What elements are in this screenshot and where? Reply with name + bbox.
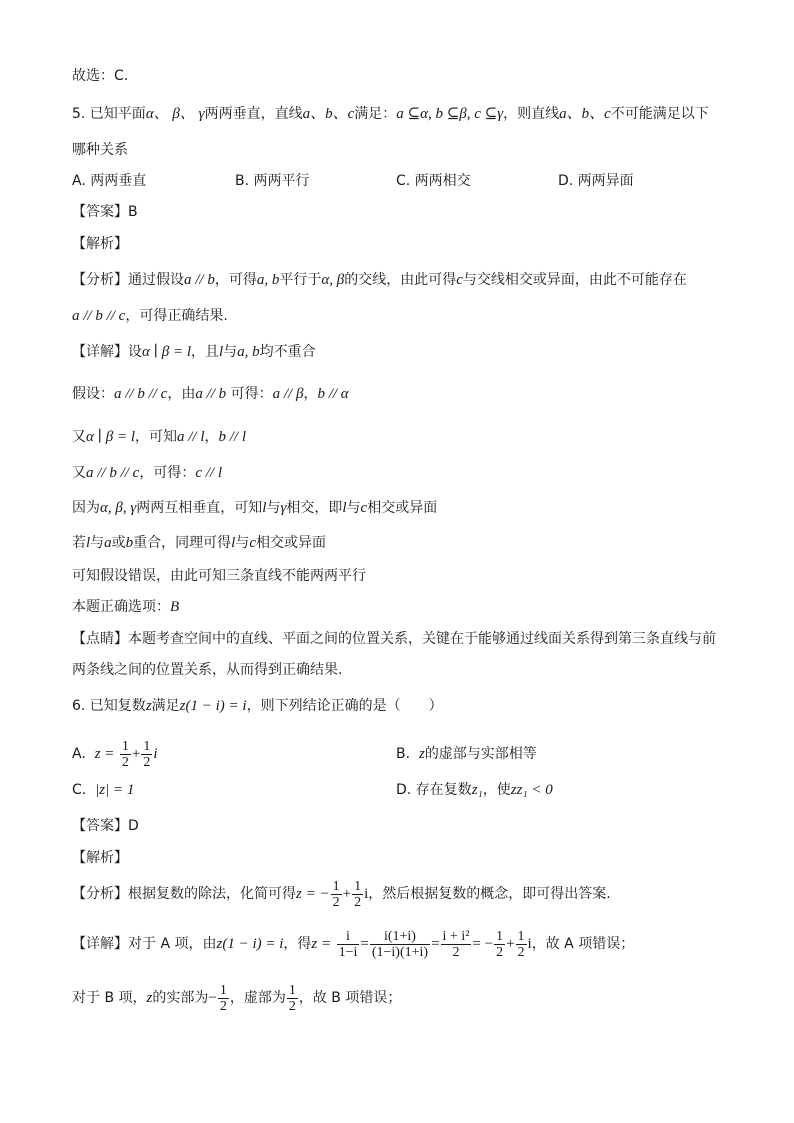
text: C. 两两相交 <box>396 173 471 189</box>
math: l <box>262 500 267 516</box>
math: z(1 − i) = i <box>179 698 247 714</box>
denominator: 2 <box>288 998 296 1014</box>
numerator: 1 <box>354 878 362 894</box>
q6-option-a <box>72 734 158 774</box>
text: ，可得： <box>139 465 196 481</box>
math: a、b、c <box>559 106 611 122</box>
fraction <box>494 929 505 960</box>
text: 满足： <box>354 106 397 122</box>
detail-5-because <box>72 498 437 518</box>
q5-option-b <box>235 171 310 191</box>
numerator: 1 <box>288 982 296 998</box>
analysis-5-line2 <box>72 306 228 326</box>
text: 相交或异面 <box>367 500 438 516</box>
numerator: i <box>337 929 360 945</box>
question-5-stem-line2 <box>72 140 128 160</box>
answer-5 <box>72 202 138 222</box>
question-6-stem <box>72 696 443 716</box>
text: B. 两两平行 <box>235 173 310 189</box>
text: C. <box>72 782 87 798</box>
text: 因为 <box>72 500 100 516</box>
detail-6-b <box>72 978 401 1018</box>
text: ，虚部为 <box>229 990 286 1006</box>
detail-5-again2 <box>72 463 222 483</box>
math: a // β <box>272 386 304 402</box>
numerator: 1 <box>496 928 504 944</box>
math: a, b <box>256 272 280 288</box>
math: z <box>146 990 153 1006</box>
numerator: i + i² <box>442 928 470 944</box>
analysis-5 <box>72 270 687 290</box>
math: B <box>170 599 180 615</box>
math: c // l <box>195 465 222 481</box>
jiexi-6 <box>72 848 128 868</box>
denominator: 2 <box>121 754 129 770</box>
numerator: 1 <box>143 738 151 754</box>
math: a // b <box>184 272 215 288</box>
q6-option-b <box>396 744 537 764</box>
denominator: 2 <box>496 944 504 960</box>
math: a、b、c <box>302 106 355 122</box>
detail-5-conclusion <box>72 566 366 586</box>
math: i <box>153 746 158 762</box>
math: a <box>104 535 112 551</box>
math: = <box>431 936 440 952</box>
text: 的交线，由此可得 <box>344 272 457 288</box>
text: 相交或异面 <box>256 535 327 551</box>
text: ，可得正确结果. <box>125 308 228 324</box>
text: 与 <box>90 535 105 551</box>
fraction <box>120 739 131 770</box>
denominator: 2 <box>143 754 151 770</box>
text: ，故 B 项错误； <box>298 990 402 1006</box>
text: 的实部为 <box>152 990 209 1006</box>
text: A. 两两垂直 <box>72 173 147 189</box>
fraction <box>287 983 298 1014</box>
math: a // b <box>195 386 227 402</box>
q5-option-c <box>396 171 471 191</box>
fraction <box>141 739 152 770</box>
numerator: 1 <box>332 878 340 894</box>
text: 本题正确选项： <box>72 599 170 615</box>
text: 又 <box>72 429 86 445</box>
text: 【答案】B <box>72 204 138 220</box>
text: D. 存在复数 <box>396 782 472 798</box>
text: 可知假设错误，由此可知三条直线不能两两平行 <box>72 568 366 584</box>
math: + <box>506 936 515 952</box>
text: D. 两两异面 <box>558 173 634 189</box>
q5-option-a <box>72 171 146 191</box>
text: 的虚部与实部相等 <box>424 746 537 762</box>
math: z <box>145 698 152 714</box>
text: 与 <box>223 344 238 360</box>
math: a // b // c <box>86 465 140 481</box>
fraction <box>516 929 527 960</box>
math: α ∣ β = l <box>86 429 135 445</box>
text: 与 <box>235 535 250 551</box>
text: ，然后根据复数的概念，即可得出答案. <box>368 886 611 902</box>
detail-5-again1 <box>72 427 246 447</box>
math: l <box>219 344 224 360</box>
denominator: (1−i)(1+i) <box>371 944 429 960</box>
math: z = <box>94 746 115 762</box>
math: + <box>342 886 352 902</box>
math: z <box>418 746 425 762</box>
denominator: 1−i <box>338 944 358 960</box>
numerator: 1 <box>121 738 129 754</box>
text: 不可能满足以下 <box>610 106 709 122</box>
fraction <box>337 929 360 960</box>
text: 满足 <box>151 698 180 714</box>
text: ，得 <box>283 936 312 952</box>
math: = <box>360 936 369 952</box>
denominator: 2 <box>332 894 340 910</box>
math: l <box>231 535 236 551</box>
math: zz₁ < 0 <box>510 782 553 798</box>
text: 与 <box>266 500 281 516</box>
text: 两两互相垂直，可知 <box>136 500 263 516</box>
text: A. <box>72 746 86 762</box>
math: a // b // c <box>72 308 126 324</box>
text: 【详解】对于 A 项，由 <box>72 936 217 952</box>
comment-5-line2 <box>72 660 342 680</box>
text: 若 <box>72 535 86 551</box>
text: ，则直线 <box>503 106 560 122</box>
text: 【点睛】本题考查空间中的直线、平面之间的位置关系，关键在于能够通过线面关系得到第三条直线与前 <box>72 631 716 647</box>
math: z(1 − i) = i <box>216 936 284 952</box>
math: z = − <box>296 886 330 902</box>
math: l <box>86 535 91 551</box>
math: b <box>125 535 134 551</box>
text: 与交线相交或异面，由此不可能存在 <box>462 272 687 288</box>
text: ， <box>303 386 318 402</box>
text: ，可得 <box>214 272 257 288</box>
denominator: 2 <box>354 894 362 910</box>
line-gu-xuan <box>72 66 128 86</box>
math: a ⊆α, b ⊆β, c ⊆γ <box>396 106 504 122</box>
denominator: 2 <box>452 944 460 960</box>
text: B. <box>396 746 411 762</box>
text: 重合，同理可得 <box>133 535 232 551</box>
text: ，由 <box>167 386 196 402</box>
fraction <box>218 983 229 1014</box>
math: b // α <box>317 386 349 402</box>
math: − <box>208 990 217 1006</box>
text: 均不重合 <box>259 344 316 360</box>
text: ， <box>204 429 219 445</box>
detail-5-answer <box>72 597 179 617</box>
q6-option-c <box>72 780 134 800</box>
math: z = <box>311 936 332 952</box>
math: α、 β、 γ <box>145 106 205 122</box>
text: 6. 已知复数 <box>72 698 146 714</box>
math: a // b // c <box>114 386 168 402</box>
numerator: i(1+i) <box>370 929 430 945</box>
text: 5. 已知平面 <box>72 106 146 122</box>
fraction <box>441 929 472 960</box>
text: ，则下列结论正确的是（ ） <box>246 698 443 714</box>
detail-5-if <box>72 533 326 553</box>
answer-6 <box>72 816 139 836</box>
denominator: 2 <box>219 998 227 1014</box>
question-5-stem <box>72 104 709 124</box>
text: 又 <box>72 465 86 481</box>
text: ，且 <box>191 344 219 360</box>
text: 或 <box>111 535 126 551</box>
math: α, β <box>321 272 345 288</box>
math: + <box>131 746 141 762</box>
text: 【分析】通过假设 <box>72 272 184 288</box>
q5-option-d <box>558 171 634 191</box>
detail-5-assume <box>72 384 349 404</box>
math: l <box>342 500 347 516</box>
math: c <box>249 535 257 551</box>
text: 哪种关系 <box>72 142 128 158</box>
math: α ∣ β = l <box>142 344 191 360</box>
numerator: 1 <box>219 982 227 998</box>
comment-5 <box>72 629 716 649</box>
math: i <box>527 936 532 952</box>
math: i <box>364 886 369 902</box>
text: ，使 <box>482 782 511 798</box>
text: 【答案】D <box>72 818 139 834</box>
math: b // l <box>218 429 247 445</box>
text: 【分析】根据复数的除法，化简可得 <box>72 886 296 902</box>
q6-option-d <box>396 780 553 800</box>
text: 平行于 <box>279 272 322 288</box>
analysis-6 <box>72 874 611 914</box>
detail-5 <box>72 342 316 362</box>
detail-6 <box>72 924 634 964</box>
text: 与 <box>346 500 361 516</box>
math: a, b <box>237 344 260 360</box>
text: 假设： <box>72 386 114 402</box>
text: 【详解】设 <box>72 344 142 360</box>
fraction <box>352 879 363 910</box>
text: ，故 A 项错误； <box>531 936 635 952</box>
math: γ <box>280 500 287 516</box>
text: 【解析】 <box>72 236 128 252</box>
math: = − <box>472 936 494 952</box>
numerator: 1 <box>517 928 525 944</box>
text: 两条线之间的位置关系，从而得到正确结果. <box>72 662 343 678</box>
math: c <box>360 500 368 516</box>
math: α, β, γ <box>100 500 137 516</box>
jiexi-5 <box>72 234 128 254</box>
math: c <box>456 272 463 288</box>
text: 【解析】 <box>72 850 128 866</box>
text: ，可知 <box>135 429 177 445</box>
fraction <box>370 929 430 960</box>
math: a // l <box>177 429 205 445</box>
denominator: 2 <box>517 944 525 960</box>
text: 对于 B 项， <box>72 990 147 1006</box>
text: 相交，即 <box>286 500 343 516</box>
math: z₁ <box>471 782 483 798</box>
text: 故选：C. <box>72 68 129 84</box>
math: |z| = 1 <box>95 782 135 798</box>
text: 两两垂直，直线 <box>204 106 303 122</box>
text: 可得： <box>226 386 273 402</box>
fraction <box>331 879 342 910</box>
